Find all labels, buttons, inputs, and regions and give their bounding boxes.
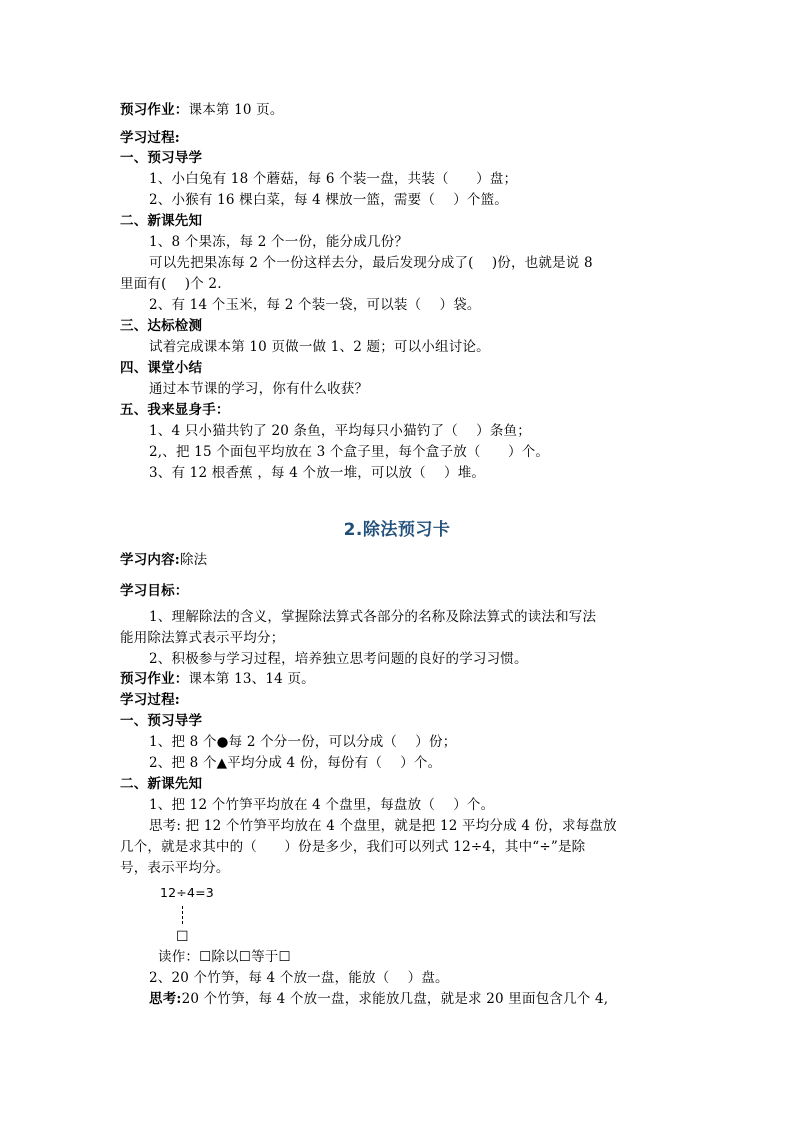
question-line: 2、小猴有 16 棵白菜，每 4 棵放一篮，需要（ ）个篮。 xyxy=(149,192,509,208)
question-line: 里面有( )个 2. xyxy=(120,276,222,292)
equation-pointer-line xyxy=(182,906,183,924)
question-line: 1、4 只小猫共钓了 20 条鱼，平均每只小猫钓了（ ）条鱼； xyxy=(149,423,531,439)
section-heading: 五、我来显身手： xyxy=(120,402,230,418)
question-line: 号，表示平均分。 xyxy=(120,860,230,876)
section-heading: 一、预习导学 xyxy=(120,150,203,166)
section-heading: 二、新课先知 xyxy=(120,776,203,792)
process-label-2: 学习过程: xyxy=(120,692,180,708)
question-line: 1、把 12 个竹笋平均放在 4 个盘里，每盘放（ ）个。 xyxy=(149,797,495,813)
process-label-1: 学习过程: xyxy=(120,130,180,146)
question-line: 2、把 8 个▲平均分成 4 份，每份有（ ）个。 xyxy=(149,755,442,771)
question-line: 1、小白兔有 18 个蘑菇，每 6 个装一盘，共装（ ）盘； xyxy=(149,171,518,187)
question-line: 2、20 个竹笋，每 4 个放一盘，能放（ ）盘。 xyxy=(149,970,449,986)
preview-homework-text: 课本第 10 页。 xyxy=(188,102,284,118)
question-line: 几个，就是求其中的（ ）份是多少，我们可以列式 12÷4，其中“÷”是除 xyxy=(120,839,586,855)
think-text: 20 个竹笋，每 4 个放一盘，求能放几盘，就是求 20 里面包含几个 4, xyxy=(181,991,609,1007)
learning-content-label: 学习内容: xyxy=(120,552,180,568)
section-heading: 四、课堂小结 xyxy=(120,360,203,376)
reading-line: 读作：☐除以☐等于☐ xyxy=(158,949,291,965)
preview-homework-text: 课本第 13、14 页。 xyxy=(188,671,315,687)
preview-homework-2 xyxy=(120,670,315,688)
question-line: 通过本节课的学习，你有什么收获？ xyxy=(149,381,369,397)
question-line: 2、有 14 个玉米，每 2 个装一袋，可以装（ ）袋。 xyxy=(149,297,481,313)
question-line: 2,、把 15 个面包平均放在 3 个盒子里，每个盒子放（ ）个。 xyxy=(149,444,550,460)
section-heading: 三、达标检测 xyxy=(120,318,203,334)
preview-homework-1 xyxy=(120,101,284,119)
preview-homework-label: 预习作业： xyxy=(120,102,189,118)
question-line: 试着完成课本第 10 页做一做 1、2 题；可以小组讨论。 xyxy=(149,339,490,355)
question-line: 1、把 8 个●每 2 个分一份，可以分成（ ）份； xyxy=(149,734,457,750)
division-equation: 12÷4=3 xyxy=(160,885,214,900)
lesson-title: 2.除法预习卡 xyxy=(343,520,451,540)
think-line xyxy=(149,990,608,1008)
section-heading: 一、预习导学 xyxy=(120,713,203,729)
learning-content-text: 除法 xyxy=(179,552,208,568)
question-line: 可以先把果冻每 2 个一份这样去分，最后发现分成了( )份，也就是说 8 xyxy=(149,255,593,271)
learning-goals-label: 学习目标： xyxy=(120,583,189,599)
question-line: 1、8 个果冻，每 2 个一份，能分成几份？ xyxy=(149,234,409,250)
section-heading: 二、新课先知 xyxy=(120,213,203,229)
answer-box-icon: ☐ xyxy=(176,929,189,945)
goal-line: 能用除法算式表示平均分； xyxy=(120,630,285,646)
think-label: 思考: xyxy=(149,991,182,1007)
learning-content xyxy=(120,551,207,569)
goal-line: 2、积极参与学习过程，培养独立思考问题的良好的学习习惯。 xyxy=(149,651,528,667)
question-line: 思考: 把 12 个竹笋平均放在 4 个盘里，就是把 12 平均分成 4 份，求每盘放 xyxy=(149,818,617,834)
preview-homework-label: 预习作业： xyxy=(120,671,189,687)
question-line: 3、有 12 根香蕉 ，每 4 个放一堆，可以放（ ）堆。 xyxy=(149,465,486,481)
goal-line: 1、理解除法的含义，掌握除法算式各部分的名称及除法算式的读法和写法 xyxy=(149,609,597,625)
